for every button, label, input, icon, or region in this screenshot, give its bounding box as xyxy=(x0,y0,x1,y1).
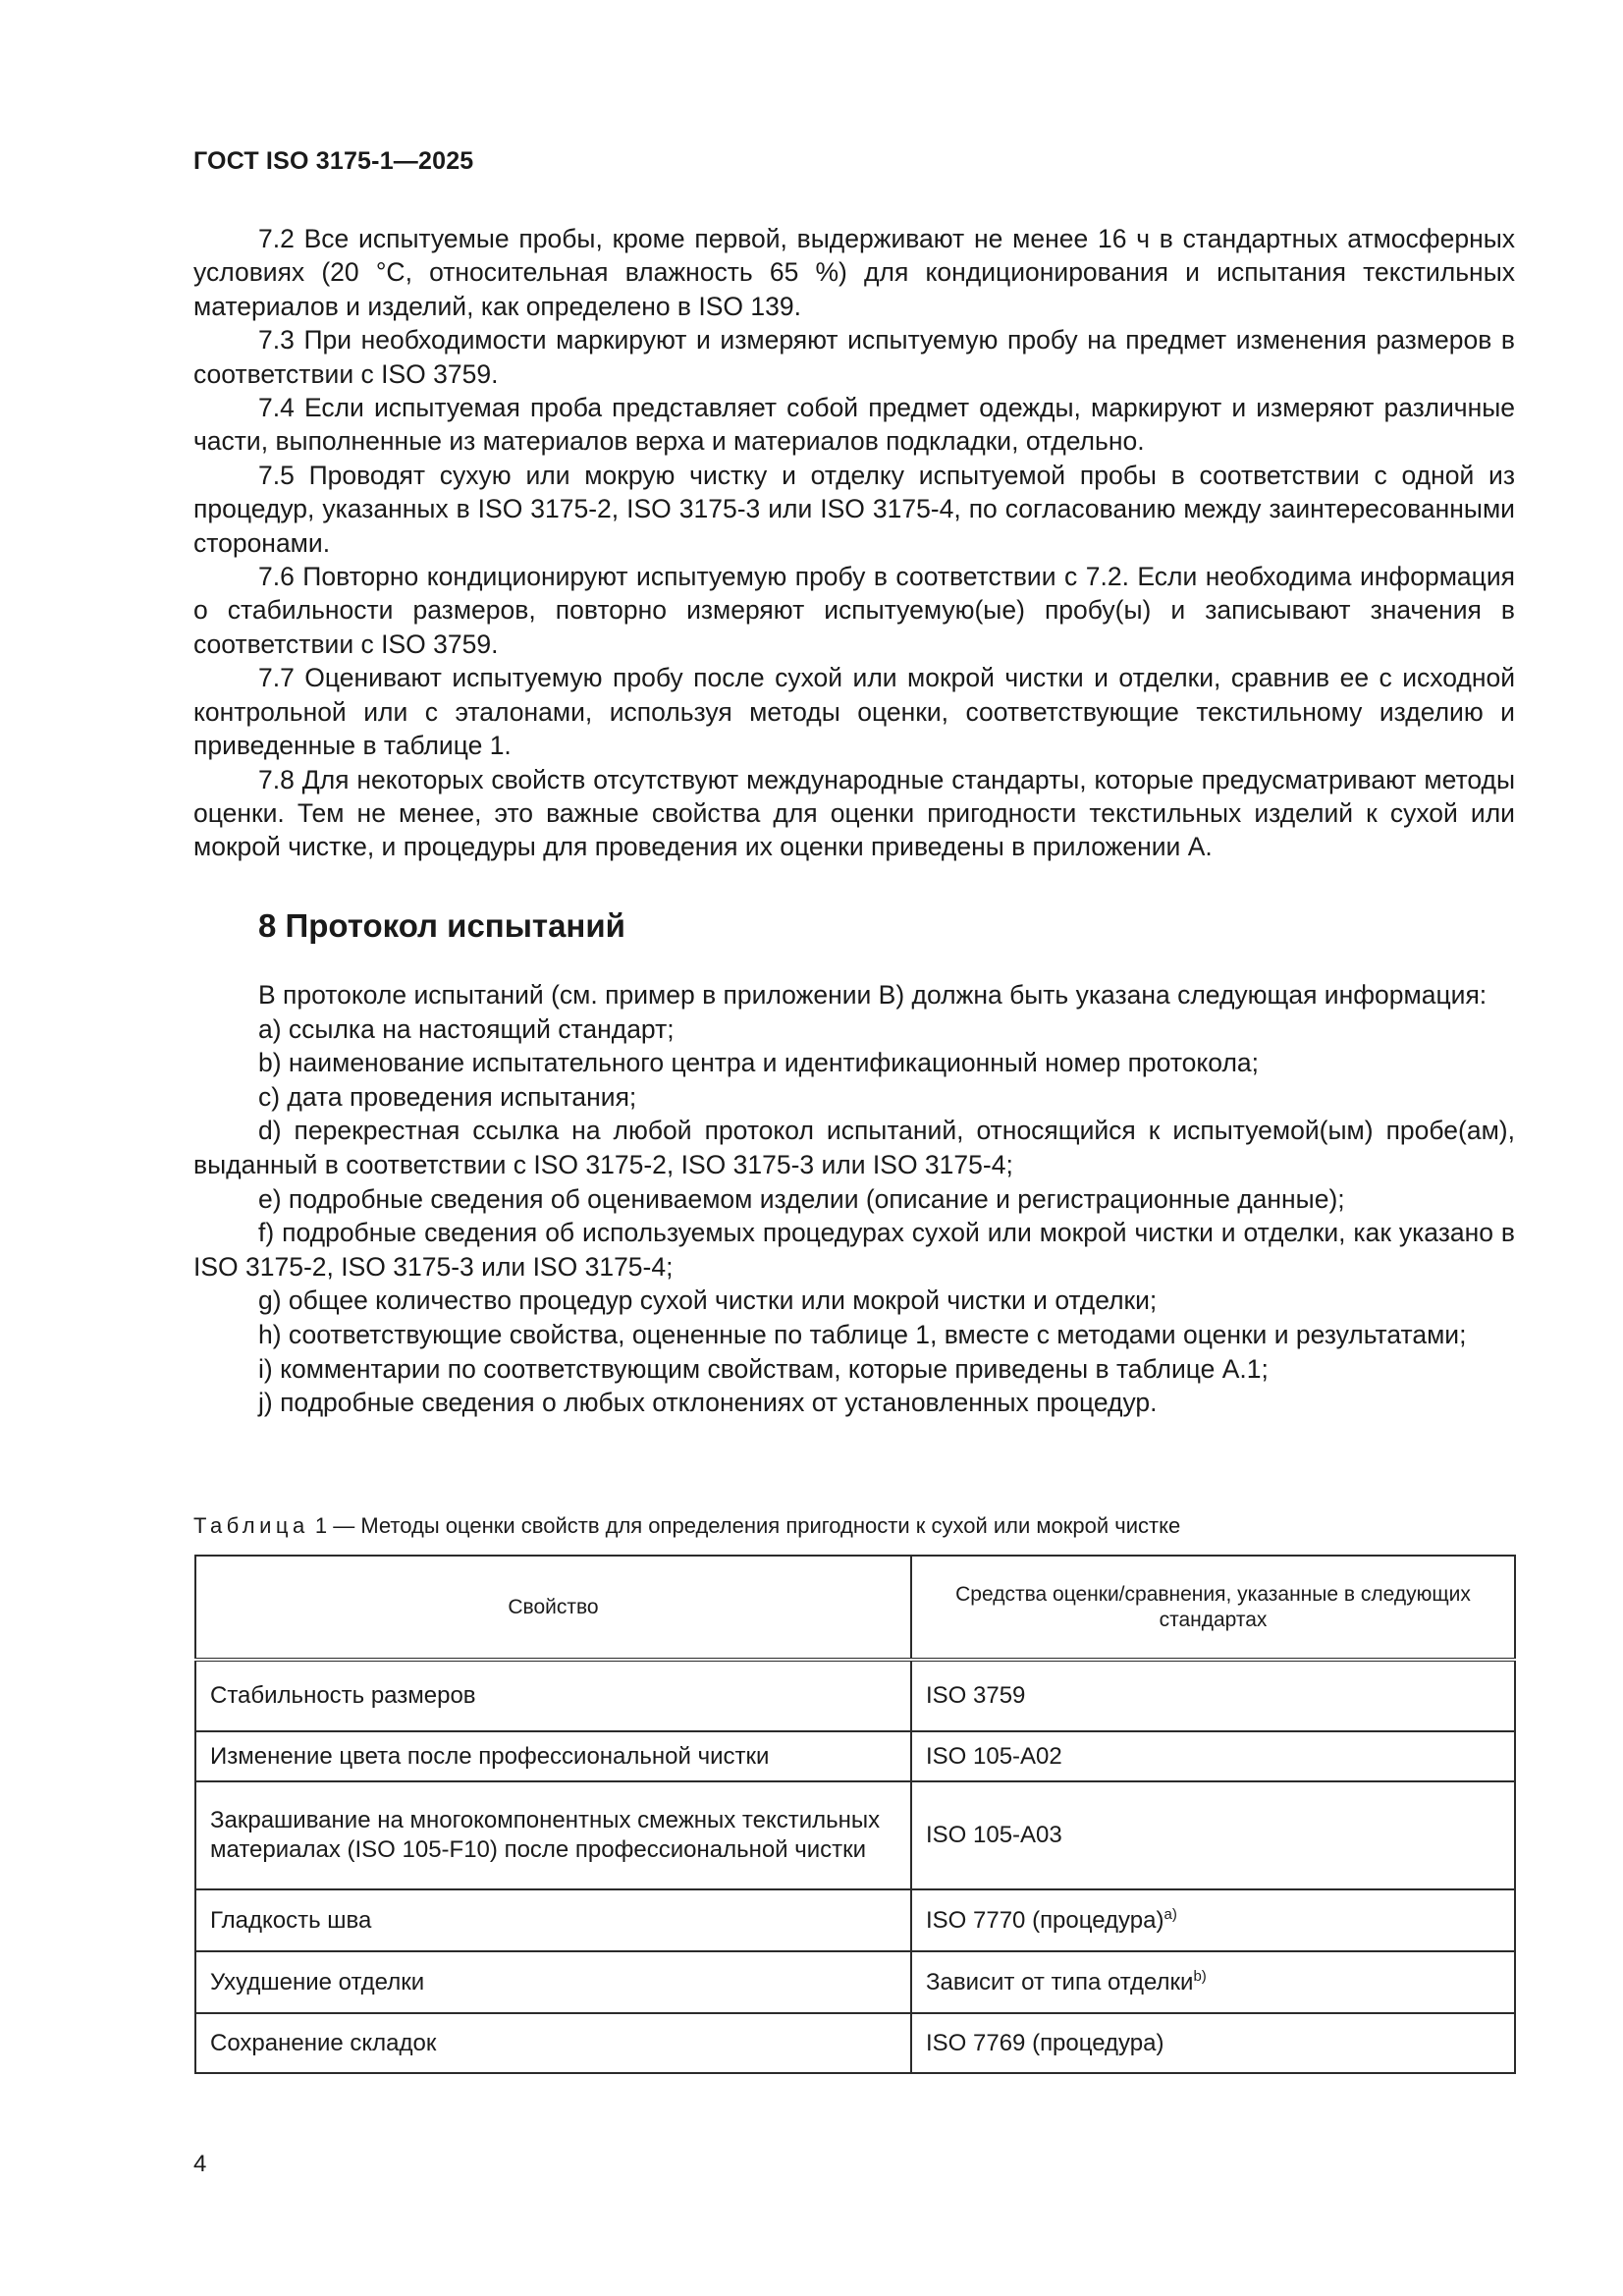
cell-property: Гладкость шва xyxy=(195,1889,911,1951)
cell-means-text: Зависит от типа отделки xyxy=(926,1968,1194,1995)
table-caption-label: Таблица xyxy=(193,1513,309,1538)
cell-means-text: ISO 7770 (процедура) xyxy=(926,1906,1164,1934)
table-row xyxy=(195,1951,1515,2013)
cell-property: Ухудшение отделки xyxy=(195,1951,911,2013)
table-row xyxy=(195,2013,1515,2073)
cell-means xyxy=(911,1889,1515,1951)
section-8-body xyxy=(193,978,1515,1420)
section-8-title: 8 Протокол испытаний xyxy=(258,907,625,944)
table-caption xyxy=(193,1513,1180,1539)
cell-means-text: ISO 105-A03 xyxy=(926,1822,1062,1848)
document-header: ГОСТ ISO 3175-1—2025 xyxy=(193,147,474,175)
cell-means xyxy=(911,1731,1515,1781)
table-caption-text: 1 — Методы оценки свойств для определения пригодности к сухой или мокрой чистке xyxy=(314,1513,1181,1538)
clause-7-paragraphs xyxy=(193,222,1515,864)
paragraph-7-5: 7.5 Проводят сухую или мокрую чистку и отделку испытуемой пробы в соответствии с одной из процедур, указанных в ISO 3175-2, ISO 3175-3 или ISO 3175-4, по согласованию между заинтересованными сторонами. xyxy=(193,460,1515,558)
cell-means-text: ISO 7769 (процедура) xyxy=(926,2029,1164,2056)
list-item-c: c) дата проведения испытания; xyxy=(258,1081,637,1112)
paragraph-7-4: 7.4 Если испытуемая проба представляет собой предмет одежды, маркируют и измеряют различные части, выполненные из материалов верха и материалов подкладки, отдельно. xyxy=(193,393,1515,457)
table-row xyxy=(195,1660,1515,1731)
list-item-e: e) подробные сведения об оцениваемом изделии (описание и регистрационные данные); xyxy=(258,1183,1345,1214)
list-item-h: h) соответствующие свойства, оцененные по таблице 1, вместе с методами оценки и результатами; xyxy=(258,1319,1467,1349)
section-8-intro: В протоколе испытаний (см. пример в приложении В) должна быть указана следующая информация: xyxy=(258,980,1488,1010)
table-row xyxy=(195,1731,1515,1781)
list-item-d: d) перекрестная ссылка на любой протокол испытаний, относящийся к испытуемой(ым) пробе(ам), выданный в соответствии с ISO 3175-2, ISO 3175-3 или ISO 3175-4; xyxy=(193,1116,1515,1179)
paragraph-7-8: 7.8 Для некоторых свойств отсутствуют международные стандарты, которые предусматривают методы оценки. Тем не менее, это важные свойства для оценки пригодности текстильных изделий к сухой или мокрой чистке, и процедуры для проведения их оценки приведены в приложении А. xyxy=(193,764,1515,862)
cell-means xyxy=(911,1781,1515,1889)
list-item-f: f) подробные сведения об используемых процедурах сухой или мокрой чистки и отделки, как указано в ISO 3175-2, ISO 3175-3 или ISO 3175-4; xyxy=(193,1218,1515,1282)
table-row xyxy=(195,1889,1515,1951)
footnote-mark: b) xyxy=(1193,1967,1207,1985)
list-item-b: b) наименование испытательного центра и идентификационный номер протокола; xyxy=(258,1048,1260,1078)
cell-means xyxy=(911,1951,1515,2013)
cell-property: Стабильность размеров xyxy=(195,1660,911,1731)
cell-property: Закрашивание на многокомпонентных смежных текстильных материалах (ISO 105-F10) после профессиональной чистки xyxy=(195,1781,911,1889)
properties-table xyxy=(194,1555,1516,2074)
paragraph-7-3: 7.3 При необходимости маркируют и измеряют испытуемую пробу на предмет изменения размеров в соответствии с ISO 3759. xyxy=(193,325,1515,389)
paragraph-7-6: 7.6 Повторно кондиционируют испытуемую пробу в соответствии с 7.2. Если необходима информация о стабильности размеров, повторно измеряют испытуемую(ые) пробу(ы) и записывают значения в соответствии с ISO 3759. xyxy=(193,562,1515,659)
footnote-mark: a) xyxy=(1163,1905,1177,1923)
header-property: Свойство xyxy=(195,1556,911,1660)
cell-means-text: ISO 105-A02 xyxy=(926,1742,1062,1770)
cell-means-text: ISO 3759 xyxy=(926,1682,1026,1709)
page-number: 4 xyxy=(193,2151,207,2177)
cell-means xyxy=(911,1660,1515,1731)
paragraph-7-2: 7.2 Все испытуемые пробы, кроме первой, выдерживают не менее 16 ч в стандартных атмосферных условиях (20 °C, относительная влажность 65 %) для кондиционирования и испытания текстильных материалов и изделий, как определено в ISO 139. xyxy=(193,224,1515,321)
list-item-j: j) подробные сведения о любых отклонениях от установленных процедур. xyxy=(258,1388,1158,1418)
table-row xyxy=(195,1781,1515,1889)
list-item-i: i) комментарии по соответствующим свойствам, которые приведены в таблице А.1; xyxy=(258,1353,1269,1384)
cell-property: Сохранение складок xyxy=(195,2013,911,2073)
list-item-a: a) ссылка на настоящий стандарт; xyxy=(258,1013,675,1044)
cell-means xyxy=(911,2013,1515,2073)
paragraph-7-7: 7.7 Оценивают испытуемую пробу после сухой или мокрой чистки и отделки, сравнив ее с исходной контрольной или с эталонами, используя методы оценки, соответствующие текстильному изделию и приведенные в таблице 1. xyxy=(193,663,1515,761)
list-item-g: g) общее количество процедур сухой чистки или мокрой чистки и отделки; xyxy=(258,1285,1158,1316)
cell-property: Изменение цвета после профессиональной чистки xyxy=(195,1731,911,1781)
table-header-row xyxy=(195,1556,1515,1660)
header-means: Средства оценки/сравнения, указанные в следующих стандартах xyxy=(911,1556,1515,1660)
